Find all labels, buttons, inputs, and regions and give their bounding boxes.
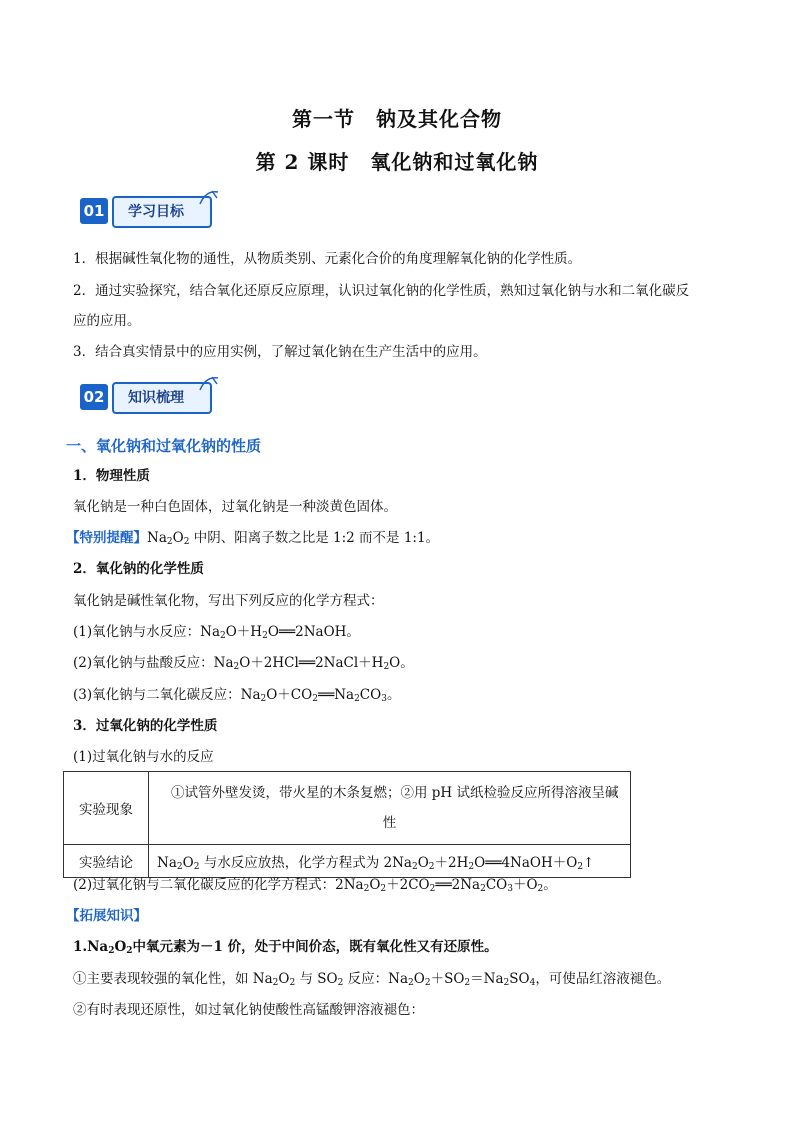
badge-study-goals [80,196,230,226]
lesson-title: 第 2 课时 氧化钠和过氧化钠 [255,150,539,174]
pen-swirl-icon [198,374,220,392]
reaction-2 [73,654,414,672]
tip-label: 【特别提醒】 [66,530,147,546]
goal-3: 3．结合真实情景中的应用实例，了解过氧化钠在生产生活中的应用。 [73,344,487,360]
equation-na2o2-so2: $Na_2O_2+SO_2=Na_2SO_4$ [388,971,536,988]
badge-knowledge [80,382,230,412]
table-cell-head: 实验结论 [64,845,149,878]
reaction-1 [73,623,360,641]
ext-item-1 [73,970,670,988]
phenomenon-text-cont: 性 [382,815,397,831]
na2o2-sub2 [73,876,557,894]
experiment-table [63,771,631,878]
ext-item-1-a: ①主要表现较强的氧化性，如 [73,971,253,987]
na2o2-title: 3．过氧化钠的化学性质 [73,718,218,734]
pen-swirl-icon [198,188,220,206]
ext-point-1-prefix: 1. [73,939,88,955]
na2o-title: 2．氧化钠的化学性质 [73,561,204,577]
section-title: 第一节 钠及其化合物 [292,107,502,131]
equation-3: $Na_2O+CO_2══Na_2CO_3$。 [240,687,401,704]
badge-number: 01 [80,198,108,224]
reaction-3 [73,686,400,704]
badge-label: 学习目标 [112,196,212,228]
phenomenon-text: ①试管外壁发烫，带火星的木条复燃；②用 pH 试纸检验反应所得溶液呈碱 [171,785,619,801]
ext-point-1-text: 中氧元素为－1 价，处于中间价态，既有氧化性又有还原性。 [132,939,498,955]
na2o2-sub1: (1)过氧化钠与水的反应 [73,749,214,765]
goal-2-cont: 应的应用。 [73,313,141,329]
badge-label: 知识梳理 [112,382,212,414]
conclusion-text: 与水反应放热，化学方程式为 [203,855,384,871]
na2o2-sub2-label: (2)过氧化钠与二氧化碳反应的化学方程式： [73,877,336,893]
equation-na2o2-water: $2Na_2O_2+2H_2O══4NaOH+O_2↑$ [383,855,595,872]
equation-na2o2-co2: $2Na_2O_2+2CO_2══2Na_2CO_3+O_2$。 [335,877,557,894]
table-row [64,772,631,845]
reaction-1-label: (1)氧化钠与水反应： [73,624,201,640]
reaction-2-label: (2)氧化钠与盐酸反应： [73,655,214,671]
ext-label: 【拓展知识】 [66,908,147,924]
formula-na2o2-so2: $Na_2O_2$ 与 $SO_2$ [252,971,344,988]
table-cell-head: 实验现象 [64,772,149,845]
table-row [64,845,631,878]
formula-na2o2: $Na_2O_2$ [147,530,190,547]
formula-na2o2: $Na_2O_2$ [157,855,200,872]
reaction-3-label: (3)氧化钠与二氧化碳反应： [73,687,241,703]
table-cell [149,772,631,845]
equation-1: $Na_2O+H_2O══2NaOH$。 [200,624,360,641]
na2o-intro: 氧化钠是碱性氧化物，写出下列反应的化学方程式： [73,593,384,609]
formula-na2o2: $Na_2O_2$ [87,939,133,956]
tip-line [66,529,439,547]
badge-number: 02 [80,384,108,410]
ext-point-1 [73,938,498,956]
equation-2: $Na_2O+2HCl══2NaCl+H_2O$。 [213,655,414,672]
tip-text: 中阴、阳离子数之比是 1:2 而不是 1:1。 [193,530,440,546]
goal-1: 1．根据碱性氧化物的通性，从物质类别、元素化合价的角度理解氧化钠的化学性质。 [73,251,582,267]
goal-2: 2．通过实验探究，结合氧化还原反应原理，认识过氧化钠的化学性质，熟知过氧化钠与水和二氧化碳反 [73,283,690,299]
phys-title: 1．物理性质 [73,468,150,484]
ext-item-1-c: ，可使品红溶液褪色。 [535,971,671,987]
phys-text: 氧化钠是一种白色固体，过氧化钠是一种淡黄色固体。 [73,499,397,515]
ext-item-2: ②有时表现还原性，如过氧化钠使酸性高锰酸钾溶液褪色： [73,1002,424,1018]
ext-item-1-b: 反应： [347,971,389,987]
table-cell [149,845,631,878]
heading-properties: 一、氧化钠和过氧化钠的性质 [66,437,262,455]
